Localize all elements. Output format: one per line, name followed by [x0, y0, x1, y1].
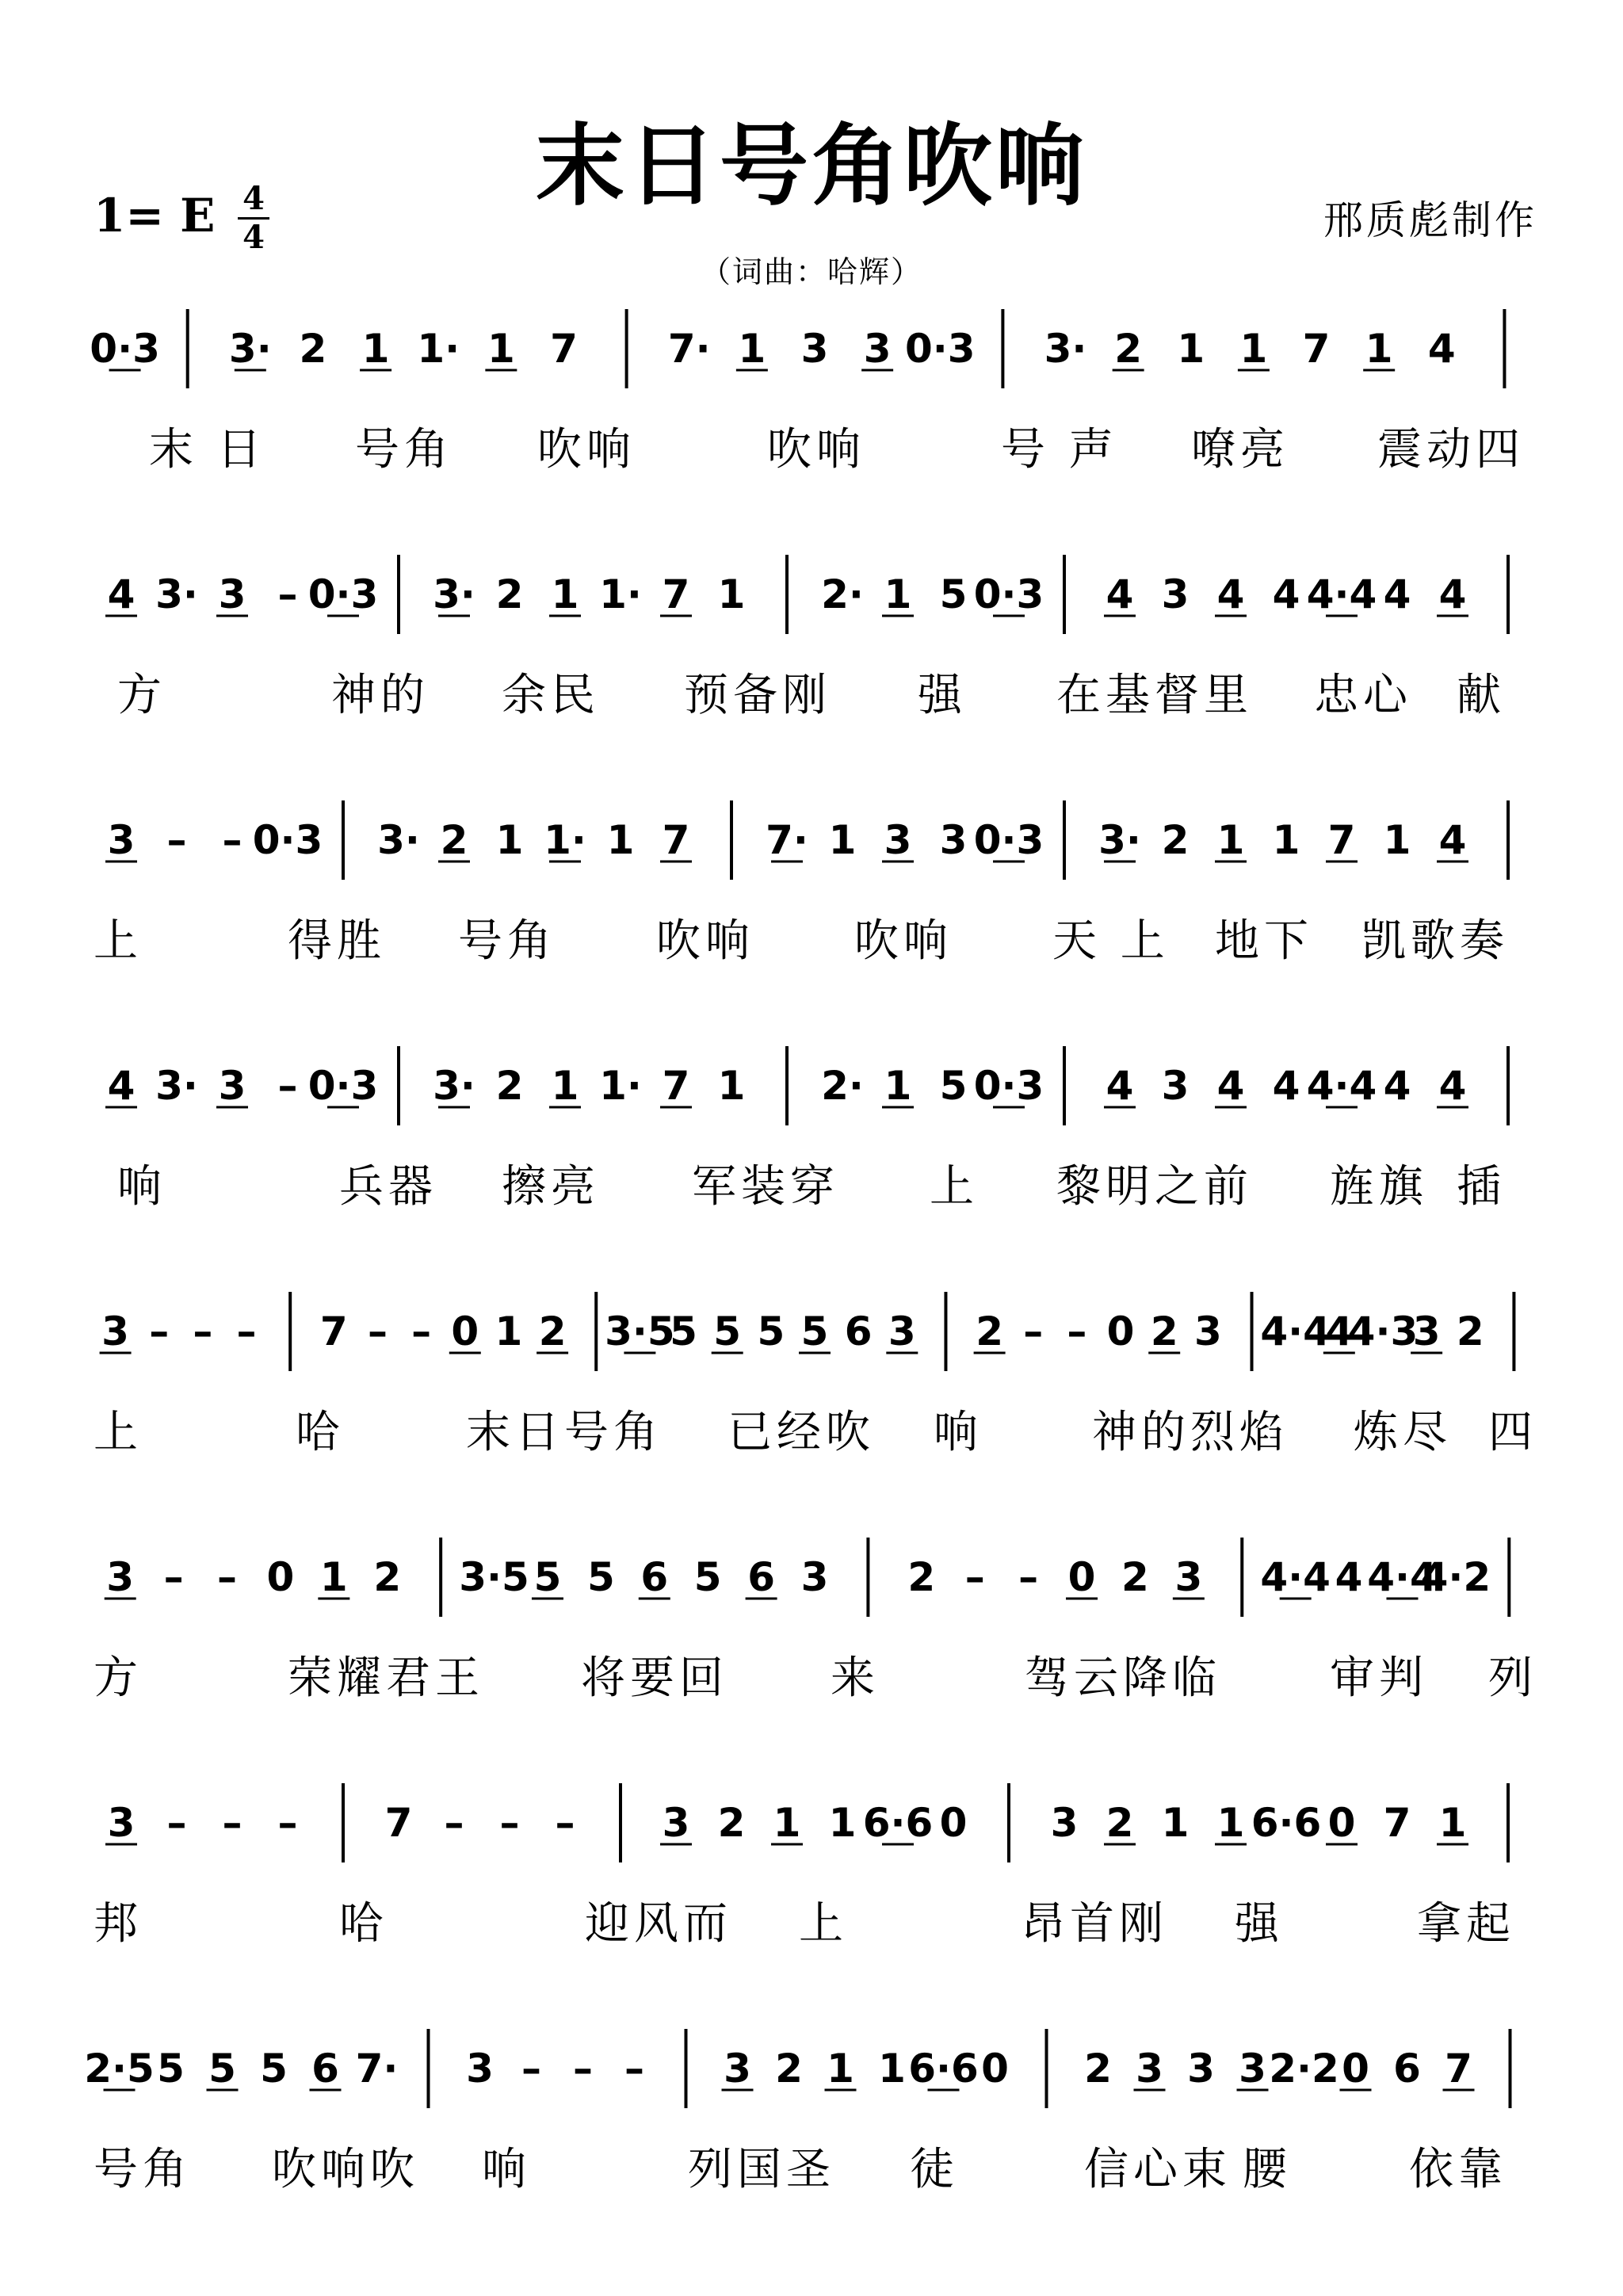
staff-system — [94, 1042, 1536, 1213]
note-glyph: 3 — [884, 817, 912, 863]
lyric-word: 驾云降临 — [1025, 1652, 1221, 1704]
lyricist-composer-credit: （词曲：哈辉） — [700, 254, 922, 289]
lyric-word: 列 — [1488, 1652, 1537, 1704]
note-glyph: – — [166, 817, 187, 863]
note-glyph: 7 — [1383, 1800, 1411, 1846]
note-glyph: 3· — [433, 1063, 475, 1109]
note-glyph: 4·4 — [1260, 1554, 1331, 1600]
lyric-word: 强 — [1235, 1898, 1284, 1950]
note-glyph: 1 — [717, 571, 746, 617]
note-glyph: – — [277, 571, 298, 617]
lyric-word: 神的 — [331, 670, 430, 721]
note-glyph: 3 — [724, 2046, 751, 2092]
lyric-word: 信心束 — [1084, 2144, 1232, 2195]
note-glyph: 0 — [981, 2046, 1009, 2092]
note-glyph: 2 — [495, 571, 524, 617]
note-glyph: 1 — [1438, 1800, 1467, 1846]
notation-svg — [94, 1288, 1536, 1383]
notation-svg — [94, 1042, 1536, 1137]
note-glyph: 1 — [606, 817, 635, 863]
note-glyph: 4·2 — [1420, 1554, 1491, 1600]
lyric-word: 忠心 — [1314, 670, 1412, 721]
lyrics-line — [94, 914, 1536, 969]
notation-line — [94, 797, 1536, 884]
lyric-word: 四 — [1488, 1407, 1537, 1458]
note-glyph: – — [277, 1800, 298, 1846]
staff-system — [84, 2025, 1536, 2195]
note-glyph: 7 — [662, 571, 690, 617]
staff-system — [94, 1534, 1537, 1704]
note-glyph: 3 — [1174, 1554, 1203, 1600]
lyric-word: 迎风而 — [585, 1898, 732, 1950]
note-glyph: 1 — [1239, 326, 1268, 372]
note-glyph: 0·3 — [307, 1063, 379, 1109]
key-signature: 1= E — [94, 189, 216, 243]
note-glyph: 0·3 — [904, 326, 976, 372]
note-glyph: 0 — [1342, 2046, 1369, 2092]
note-glyph: 1· — [544, 817, 586, 863]
note-glyph: – — [236, 1308, 257, 1354]
note-glyph: 1 — [495, 1308, 523, 1354]
notation-svg — [94, 551, 1536, 646]
notation-line — [84, 2025, 1536, 2112]
note-glyph: 3 — [1239, 2046, 1266, 2092]
note-glyph: 3 — [466, 2046, 494, 2092]
note-glyph: 5 — [157, 2046, 185, 2092]
note-glyph: 0·3 — [307, 571, 379, 617]
note-glyph: 1 — [828, 1800, 857, 1846]
note-glyph: 2·5 — [84, 2046, 155, 2092]
note-glyph: 6 — [747, 1554, 775, 1600]
note-glyph: 7 — [1327, 817, 1356, 863]
note-glyph: 6 — [1393, 2046, 1421, 2092]
note-glyph: 1 — [828, 817, 857, 863]
note-glyph: 2 — [440, 817, 468, 863]
note-glyph: – — [521, 2046, 541, 2092]
lyrics-line — [94, 1405, 1536, 1461]
note-glyph: 2 — [1161, 817, 1190, 863]
note-glyph: – — [1018, 1554, 1039, 1600]
lyric-word: 末日号角 — [466, 1407, 663, 1458]
note-glyph: 7· — [667, 326, 711, 372]
note-glyph: 5 — [693, 1554, 722, 1600]
lyrics-line — [94, 1651, 1536, 1706]
note-glyph: 3 — [107, 1800, 136, 1846]
note-glyph: – — [1067, 1308, 1087, 1354]
lyric-word: 神的烈焰 — [1092, 1407, 1289, 1458]
notation-svg — [90, 305, 1536, 400]
note-glyph: 3·5 — [605, 1308, 675, 1354]
lyric-word: 将要回 — [581, 1652, 728, 1704]
note-glyph: 3 — [107, 817, 136, 863]
note-glyph: 4 — [107, 1063, 136, 1109]
note-glyph: 3 — [218, 1063, 246, 1109]
lyric-word: 方 — [117, 670, 166, 721]
note-glyph: 7 — [662, 1063, 690, 1109]
note-glyph: 1 — [1216, 817, 1245, 863]
lyric-word: 上 — [94, 1407, 143, 1458]
note-glyph: 1 — [1272, 817, 1300, 863]
lyric-word: 吹响 — [537, 424, 636, 476]
lyric-word: 炼尽 — [1354, 1407, 1452, 1458]
lyric-word: 吹响吹 — [272, 2144, 419, 2195]
note-glyph: 1 — [884, 571, 912, 617]
lyric-word: 地下 — [1215, 915, 1313, 967]
lyric-word: 依靠 — [1409, 2144, 1507, 2195]
notation-svg — [84, 2025, 1536, 2120]
note-glyph: – — [149, 1308, 170, 1354]
note-glyph: 2 — [717, 1800, 746, 1846]
note-glyph: 2 — [299, 326, 327, 372]
lyric-word: 方 — [94, 1652, 143, 1704]
note-glyph: 2 — [775, 2046, 803, 2092]
note-glyph: 3·5 — [459, 1554, 529, 1600]
lyric-word: 响 — [482, 2144, 531, 2195]
arranger-credit: 邢质彪制作 — [1323, 197, 1537, 243]
note-glyph: 6 — [844, 1308, 873, 1354]
note-glyph: 4 — [1216, 1063, 1245, 1109]
note-glyph: 6·6 — [862, 1800, 934, 1846]
note-glyph: 2 — [907, 1554, 936, 1600]
lyric-word: 昂首刚 — [1021, 1898, 1168, 1950]
note-glyph: 0 — [1106, 1308, 1135, 1354]
note-glyph: 3· — [155, 1063, 198, 1109]
note-glyph: – — [222, 817, 242, 863]
note-glyph: 5 — [533, 1554, 562, 1600]
note-glyph: 1· — [599, 1063, 642, 1109]
time-signature-bottom: 4 — [242, 219, 265, 256]
note-glyph: 4 — [1383, 1063, 1411, 1109]
note-glyph: 0·3 — [973, 571, 1044, 617]
note-glyph: 6 — [640, 1554, 669, 1600]
notation-line — [94, 551, 1536, 638]
note-glyph: 7 — [662, 817, 690, 863]
note-glyph: 4·4 — [1260, 1308, 1331, 1354]
note-glyph: 4 — [107, 571, 136, 617]
notation-svg — [94, 1779, 1536, 1874]
note-glyph: 4 — [1216, 571, 1245, 617]
note-glyph: 3 — [218, 571, 246, 617]
note-glyph: 6·6 — [908, 2046, 979, 2092]
note-glyph: 1 — [1216, 1800, 1245, 1846]
note-glyph: 3 — [1193, 1308, 1222, 1354]
note-glyph: 3 — [800, 326, 829, 372]
lyric-word: 审判 — [1330, 1652, 1428, 1704]
note-glyph: – — [367, 1308, 388, 1354]
lyric-word: 邦 — [94, 1898, 143, 1950]
note-glyph: – — [193, 1308, 213, 1354]
lyrics-line — [94, 1897, 1536, 1952]
note-glyph: 1 — [884, 1063, 912, 1109]
note-glyph: 1 — [1383, 817, 1411, 863]
note-glyph: 0 — [1067, 1554, 1096, 1600]
lyric-word: 号角 — [94, 2144, 192, 2195]
note-glyph: 2 — [1106, 1800, 1134, 1846]
time-signature — [238, 182, 269, 254]
note-glyph: 3· — [228, 326, 272, 372]
lyric-word: 上 — [94, 915, 143, 967]
notation-svg — [94, 797, 1536, 892]
note-glyph: 4·4 — [1367, 1554, 1438, 1600]
note-glyph: 2· — [821, 571, 864, 617]
note-glyph: 3 — [106, 1554, 135, 1600]
note-glyph: 6 — [311, 2046, 339, 2092]
note-glyph: 1 — [1161, 1800, 1190, 1846]
note-glyph: 1 — [551, 1063, 579, 1109]
note-glyph: 1 — [1365, 326, 1393, 372]
note-glyph: 1 — [878, 2046, 906, 2092]
note-glyph: – — [499, 1800, 520, 1846]
note-glyph: 3 — [101, 1308, 129, 1354]
note-glyph: 3 — [662, 1800, 690, 1846]
lyrics-line — [94, 668, 1536, 724]
note-glyph: 4 — [1106, 571, 1134, 617]
note-glyph: 3 — [1161, 571, 1190, 617]
note-glyph: 3 — [888, 1308, 916, 1354]
note-glyph: – — [277, 1063, 298, 1109]
note-glyph: 4 — [1106, 1063, 1134, 1109]
note-glyph: 4·4 — [1306, 571, 1377, 617]
note-glyph: 4 — [1438, 571, 1467, 617]
time-signature-top: 4 — [242, 180, 265, 217]
note-glyph: – — [411, 1308, 432, 1354]
note-glyph: 7 — [319, 1308, 348, 1354]
note-glyph: 3 — [1412, 1308, 1441, 1354]
note-glyph: – — [573, 2046, 593, 2092]
note-glyph: 0 — [939, 1800, 968, 1846]
note-glyph: 2 — [1084, 2046, 1112, 2092]
lyric-word: 响 — [934, 1407, 983, 1458]
note-glyph: 5 — [586, 1554, 615, 1600]
lyric-word: 哈 — [296, 1407, 345, 1458]
note-glyph: 4 — [1272, 571, 1300, 617]
staff-system — [94, 1779, 1536, 1950]
note-glyph: 4 — [1325, 1308, 1354, 1354]
lyric-word: 列国圣 — [688, 2144, 835, 2195]
lyric-word: 天 上 — [1052, 915, 1170, 967]
notation-line — [94, 1534, 1536, 1621]
lyric-word: 黎明之前 — [1056, 1161, 1253, 1213]
note-glyph: 2 — [495, 1063, 524, 1109]
lyric-word: 凯歌奏 — [1361, 915, 1509, 967]
note-glyph: 5 — [208, 2046, 236, 2092]
lyric-word: 末 日 — [149, 424, 266, 476]
lyric-word: 哈 — [339, 1898, 388, 1950]
note-glyph: 7 — [384, 1800, 413, 1846]
lyric-word: 预备刚 — [684, 670, 831, 721]
note-glyph: – — [163, 1554, 184, 1600]
lyric-word: 军装穿 — [692, 1161, 839, 1213]
note-glyph: 4 — [1383, 571, 1411, 617]
note-glyph: 5 — [939, 1063, 968, 1109]
note-glyph: 0·3 — [973, 1063, 1044, 1109]
lyric-word: 在基督里 — [1056, 670, 1253, 721]
lyric-word: 兵器 — [339, 1161, 437, 1213]
note-glyph: 0·3 — [973, 817, 1044, 863]
note-glyph: 1 — [361, 326, 390, 372]
note-glyph: 3 — [1136, 2046, 1163, 2092]
note-glyph: – — [166, 1800, 187, 1846]
staff-system — [94, 551, 1536, 721]
note-glyph: 4 — [1427, 326, 1456, 372]
note-glyph: – — [964, 1554, 985, 1600]
note-glyph: 3 — [863, 326, 892, 372]
note-glyph: 4 — [1438, 1063, 1467, 1109]
lyric-word: 上 — [930, 1161, 979, 1213]
note-glyph: 0 — [266, 1554, 295, 1600]
lyric-word: 荣耀君王 — [288, 1652, 484, 1704]
note-glyph: 2 — [1150, 1308, 1178, 1354]
note-glyph: 2·2 — [1269, 2046, 1339, 2092]
lyric-word: 余民 — [502, 670, 600, 721]
note-glyph: 5 — [800, 1308, 829, 1354]
lyric-word: 强 — [918, 670, 967, 721]
note-glyph: 3· — [155, 571, 198, 617]
notation-line — [90, 305, 1536, 392]
note-glyph: 0·3 — [90, 326, 160, 372]
note-glyph: 1· — [599, 571, 642, 617]
lyric-word: 献 — [1457, 670, 1506, 721]
note-glyph: 1 — [738, 326, 766, 372]
note-glyph: – — [1023, 1308, 1044, 1354]
note-glyph: 2 — [373, 1554, 402, 1600]
note-glyph: 2· — [821, 1063, 864, 1109]
note-glyph: 1 — [487, 326, 515, 372]
notation-line — [94, 1042, 1536, 1129]
lyrics-line — [94, 422, 1536, 478]
lyrics-line — [94, 2142, 1536, 2198]
note-glyph: 3· — [433, 571, 475, 617]
note-glyph: 5 — [939, 571, 968, 617]
note-glyph: 7 — [550, 326, 578, 372]
note-glyph: 3 — [1187, 2046, 1215, 2092]
lyric-word: 号角 — [355, 424, 453, 476]
lyric-word: 插 — [1457, 1161, 1506, 1213]
note-glyph: 3 — [939, 817, 968, 863]
note-glyph: 7 — [1302, 326, 1331, 372]
lyric-word: 得胜 — [288, 915, 386, 967]
lyric-word: 已经吹 — [727, 1407, 875, 1458]
note-glyph: 5 — [713, 1308, 742, 1354]
note-glyph: 1 — [551, 571, 579, 617]
lyric-word: 徒 — [910, 2144, 959, 2195]
note-glyph: 2 — [976, 1308, 1004, 1354]
note-glyph: 3 — [1050, 1800, 1079, 1846]
note-glyph: 2 — [1114, 326, 1143, 372]
note-glyph: 1 — [717, 1063, 746, 1109]
note-glyph: 5 — [260, 2046, 288, 2092]
lyric-word: 吹响 — [656, 915, 754, 967]
note-glyph: 2 — [1121, 1554, 1149, 1600]
note-glyph: 4 — [1272, 1063, 1300, 1109]
note-glyph: 1 — [319, 1554, 348, 1600]
lyric-word: 吹响 — [854, 915, 953, 967]
lyric-word: 震动四 — [1377, 424, 1525, 476]
note-glyph: 0 — [451, 1308, 479, 1354]
note-glyph: – — [222, 1800, 242, 1846]
note-glyph: 4·4 — [1306, 1063, 1377, 1109]
note-glyph: 3 — [800, 1554, 829, 1600]
lyric-word: 号 声 — [1001, 424, 1118, 476]
note-glyph: 4·3 — [1347, 1308, 1419, 1354]
note-glyph: 3 — [1161, 1063, 1190, 1109]
note-glyph: – — [555, 1800, 575, 1846]
note-glyph: 7 — [1445, 2046, 1472, 2092]
note-glyph: – — [444, 1800, 464, 1846]
note-glyph: 1· — [417, 326, 460, 372]
note-glyph: 2 — [1456, 1308, 1484, 1354]
notation-svg — [94, 1534, 1536, 1629]
lyric-word: 嘹亮 — [1191, 424, 1289, 476]
song-title: 末日号角吹响 — [536, 114, 1087, 218]
note-glyph: 0·3 — [252, 817, 323, 863]
note-glyph: – — [624, 2046, 644, 2092]
note-glyph: 3· — [1098, 817, 1141, 863]
lyric-word: 拿起 — [1417, 1898, 1515, 1950]
note-glyph: 3· — [1044, 326, 1087, 372]
note-glyph: 1 — [1177, 326, 1205, 372]
staff-system — [94, 1288, 1537, 1458]
lyric-word: 上 — [799, 1898, 848, 1950]
note-glyph: 7· — [355, 2046, 399, 2092]
note-glyph: – — [217, 1554, 238, 1600]
note-glyph: 1 — [773, 1800, 801, 1846]
note-glyph: 1 — [495, 817, 524, 863]
note-glyph: 4 — [1335, 1554, 1363, 1600]
note-glyph: 6·6 — [1251, 1800, 1322, 1846]
lyric-word: 来 — [831, 1652, 880, 1704]
note-glyph: 5 — [757, 1308, 785, 1354]
lyric-word: 吹响 — [767, 424, 865, 476]
note-glyph: 1 — [827, 2046, 854, 2092]
staff-system — [90, 305, 1536, 476]
note-glyph: 0 — [1327, 1800, 1356, 1846]
lyric-word: 号角 — [458, 915, 556, 967]
lyric-word: 旌旗 — [1330, 1161, 1428, 1213]
notation-line — [94, 1779, 1536, 1866]
note-glyph: 3· — [377, 817, 420, 863]
notation-line — [94, 1288, 1536, 1375]
note-glyph: 4 — [1438, 817, 1467, 863]
note-glyph: 5 — [670, 1308, 697, 1354]
lyric-word: 响 — [117, 1161, 166, 1213]
lyric-word: 腰 — [1243, 2144, 1292, 2195]
staff-system — [94, 797, 1536, 967]
note-glyph: 2 — [538, 1308, 567, 1354]
note-glyph: 7· — [766, 817, 808, 863]
lyrics-line — [94, 1159, 1536, 1215]
lyric-word: 擦亮 — [502, 1161, 600, 1213]
